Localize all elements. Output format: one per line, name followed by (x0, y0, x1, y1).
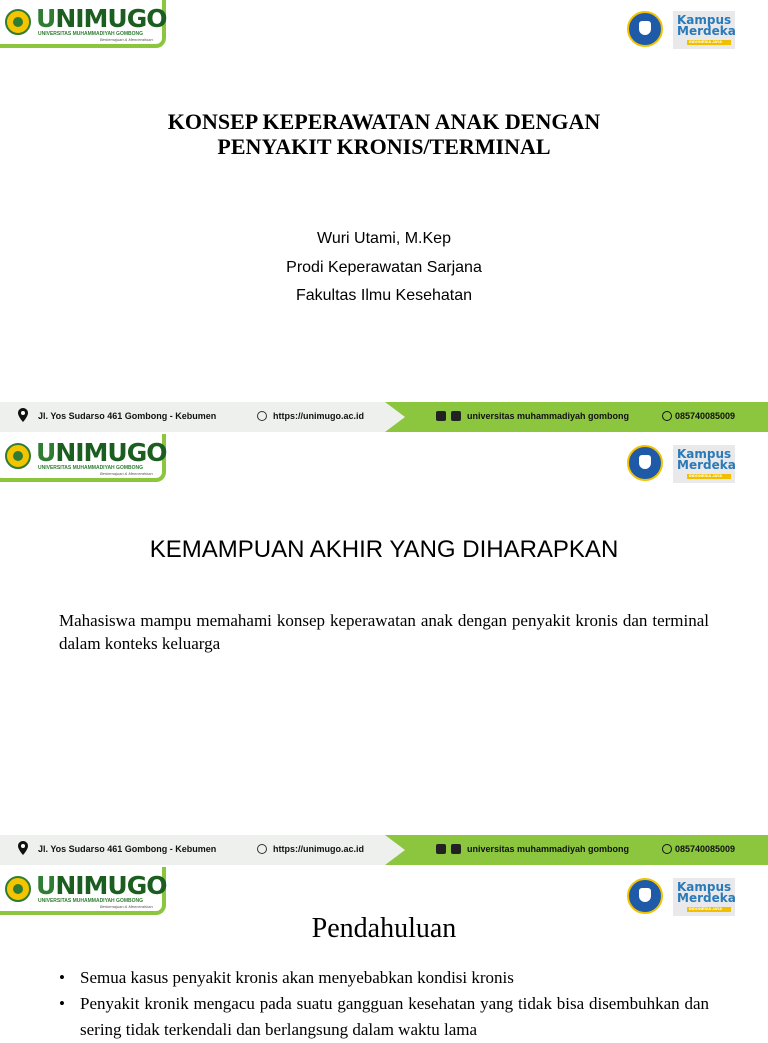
footer-address: Jl. Yos Sudarso 461 Gombong - Kebumen (38, 411, 217, 421)
instagram-icon (451, 411, 461, 421)
faculty-name: Fakultas Ilmu Kesehatan (295, 287, 473, 304)
whatsapp-icon (662, 844, 672, 854)
kampus-merdeka-logo: Kampus Merdeka INDONESIA JAYA (673, 445, 735, 483)
tut-wuri-handayani-icon (627, 11, 663, 47)
bullet-list (59, 965, 709, 1043)
unimugo-logo: UNIMUGO UNIVERSITAS MUHAMMADIYAH GOMBONG Berkemajuan & Mencerahkan (0, 867, 170, 915)
location-pin-icon (18, 408, 28, 422)
globe-icon (257, 411, 267, 421)
footer-phone: 085740085009 (675, 844, 736, 854)
slide-body: Mahasiswa mampu memahami konsep keperawatan anak dengan penyakit kronis dan terminal dalam konteks keluarga (59, 611, 709, 653)
instagram-icon (451, 844, 461, 854)
whatsapp-icon (662, 411, 672, 421)
slide-title: KONSEP KEPERAWATAN ANAK DENGAN PENYAKIT KRONIS/TERMINAL (167, 109, 601, 159)
location-pin-icon (18, 841, 28, 855)
globe-icon (257, 844, 267, 854)
footer-social: universitas muhammadiyah gombong (467, 844, 630, 854)
bullet-item: • Semua kasus penyakit kronis akan menyebabkan kondisi kronis (59, 965, 709, 991)
tut-wuri-handayani-icon (627, 445, 663, 481)
kampus-merdeka-logo: Kampus Merdeka INDONESIA JAYA (673, 878, 735, 916)
unimugo-logo: UNIMUGO UNIVERSITAS MUHAMMADIYAH GOMBONG Berkemajuan & Mencerahkan (0, 434, 170, 482)
footer-bar (0, 402, 768, 432)
slide-3 (0, 867, 768, 1039)
kampus-merdeka-logo: Kampus Merdeka INDONESIA JAYA (673, 11, 735, 49)
tut-wuri-handayani-icon (627, 878, 663, 914)
unimugo-emblem-icon (5, 876, 31, 902)
slide-title: KEMAMPUAN AKHIR YANG DIHARAPKAN (149, 536, 619, 563)
facebook-icon (436, 844, 446, 854)
footer-phone: 085740085009 (675, 411, 736, 421)
footer-website[interactable]: https://unimugo.ac.id (273, 411, 364, 421)
footer-bar (0, 835, 768, 865)
bullet-item: • Penyakit kronik mengacu pada suatu gangguan kesehatan yang tidak bisa disembuhkan dan sering tidak terkendali dan berlangsung dalam waktu lama (59, 991, 709, 1043)
slide-2 (0, 434, 768, 867)
unimugo-emblem-icon (5, 9, 31, 35)
slide-1 (0, 0, 768, 434)
author-name: Wuri Utami, M.Kep (317, 230, 451, 247)
footer-social: universitas muhammadiyah gombong (467, 411, 630, 421)
unimugo-logo: UNIMUGO UNIVERSITAS MUHAMMADIYAH GOMBONG Berkemajuan & Mencerahkan (0, 0, 170, 48)
slide-title: Pendahuluan (311, 913, 457, 944)
study-program: Prodi Keperawatan Sarjana (286, 259, 482, 276)
footer-website[interactable]: https://unimugo.ac.id (273, 844, 364, 854)
footer-address: Jl. Yos Sudarso 461 Gombong - Kebumen (38, 844, 217, 854)
facebook-icon (436, 411, 446, 421)
unimugo-emblem-icon (5, 443, 31, 469)
